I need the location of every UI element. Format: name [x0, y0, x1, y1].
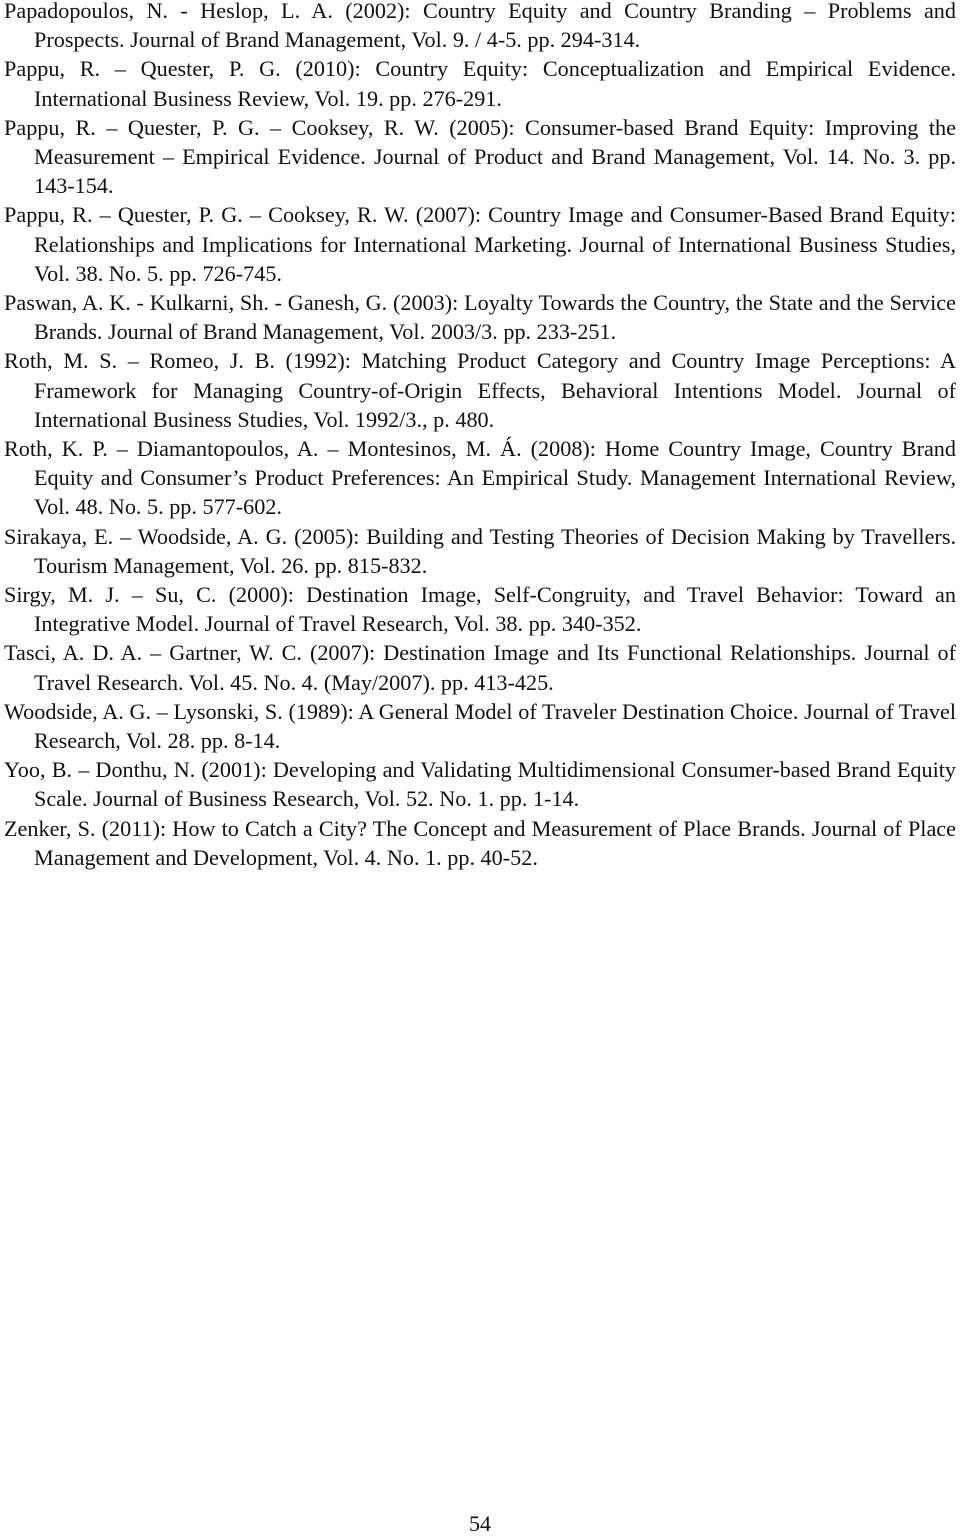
- reference-entry: Papadopoulos, N. - Heslop, L. A. (2002): Country Equity and Country Branding – Problems and Prospects. Journal of Brand Management, Vol. 9. / 4-5. pp. 294-314.: [4, 0, 956, 53]
- reference-entry: Pappu, R. – Quester, P. G. – Cooksey, R. W. (2005): Consumer-based Brand Equity: Improving the Measurement – Empirical Evidence. Journal of Product and Brand Management, Vol. 14. No. 3. pp. 143-154.: [4, 114, 956, 199]
- reference-entry: Pappu, R. – Quester, P. G. (2010): Country Equity: Conceptualization and Empirical Evidence. International Business Review, Vol. 19. pp. 276-291.: [4, 56, 956, 111]
- page-number: 54: [469, 1511, 491, 1536]
- reference-list: [4, 0, 956, 872]
- reference-entry: Pappu, R. – Quester, P. G. – Cooksey, R. W. (2007): Country Image and Consumer-Based Brand Equity: Relationships and Implications for International Marketing. Journal of International Business Studies, Vol. 38. No. 5. pp. 726-745.: [4, 202, 956, 286]
- reference-entry: Roth, K. P. – Diamantopoulos, A. – Montesinos, M. Á. (2008): Home Country Image, Country Brand Equity and Consumer’s Product Preferences: An Empirical Study. Management International Review, Vol. 48. No. 5. pp. 577-602.: [4, 436, 956, 520]
- reference-entry: Yoo, B. – Donthu, N. (2001): Developing and Validating Multidimensional Consumer-based Brand Equity Scale. Journal of Business Research, Vol. 52. No. 1. pp. 1-14.: [4, 757, 956, 812]
- reference-entry: Sirgy, M. J. – Su, C. (2000): Destination Image, Self-Congruity, and Travel Behavior: Toward an Integrative Model. Journal of Travel Research, Vol. 38. pp. 340-352.: [4, 582, 956, 637]
- reference-entry: Zenker, S. (2011): How to Catch a City? The Concept and Measurement of Place Brands. Journal of Place Management and Development, Vol. 4. No. 1. pp. 40-52.: [4, 815, 956, 870]
- reference-entry: Roth, M. S. – Romeo, J. B. (1992): Matching Product Category and Country Image Perceptions: A Framework for Managing Country-of-Origin Effects, Behavioral Intentions Model. Journal of International Business Studies, Vol. 1992/3., p. 480.: [4, 348, 956, 432]
- reference-entry: Woodside, A. G. – Lysonski, S. (1989): A General Model of Traveler Destination Choice. Journal of Travel Research, Vol. 28. pp. 8-14.: [4, 698, 956, 754]
- reference-entry: Tasci, A. D. A. – Gartner, W. C. (2007): Destination Image and Its Functional Relationships. Journal of Travel Research. Vol. 45. No. 4. (May/2007). pp. 413-425.: [4, 640, 956, 695]
- reference-entry: Sirakaya, E. – Woodside, A. G. (2005): Building and Testing Theories of Decision Making by Travellers. Tourism Management, Vol. 26. pp. 815-832.: [4, 523, 956, 578]
- reference-entry: Paswan, A. K. - Kulkarni, Sh. - Ganesh, G. (2003): Loyalty Towards the Country, the State and the Service Brands. Journal of Brand Management, Vol. 2003/3. pp. 233-251.: [4, 290, 956, 345]
